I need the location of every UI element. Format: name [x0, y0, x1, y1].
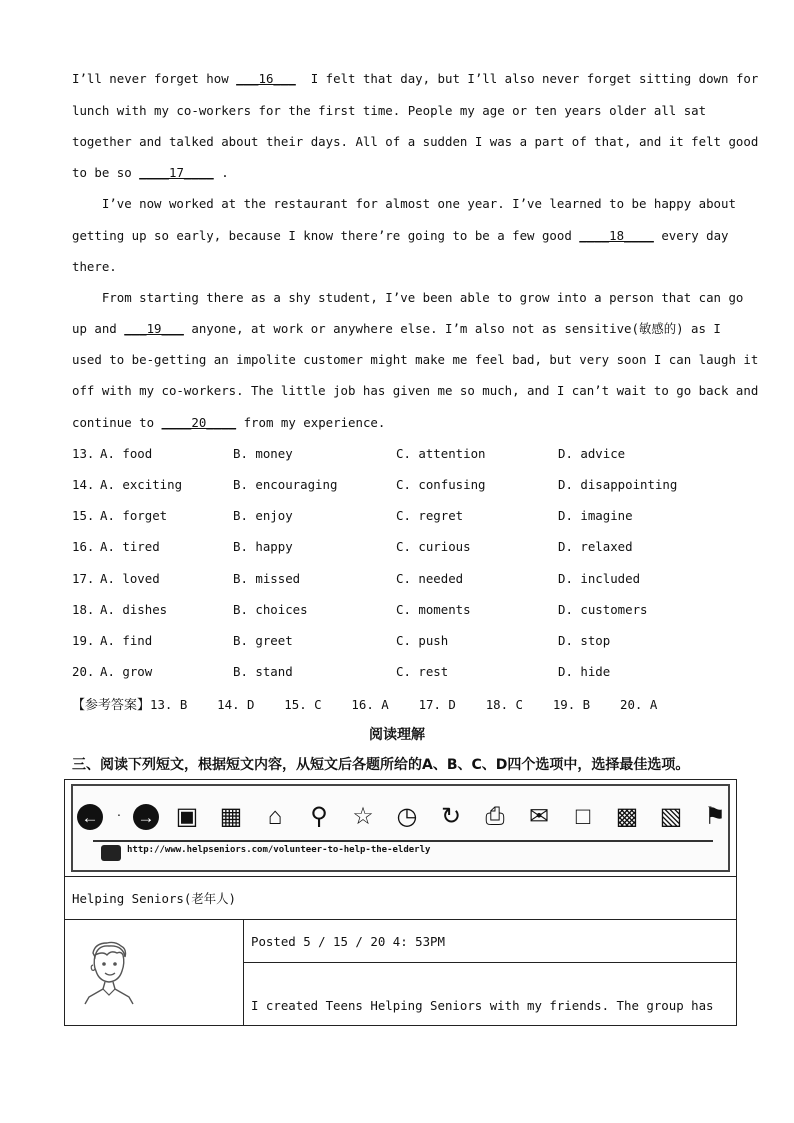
blank-17: ____17____: [139, 165, 214, 180]
passage-text: getting up so early, because I know there’re going to be a few good: [72, 228, 580, 243]
question-18-options: [72, 602, 732, 622]
option-c: C. attention: [396, 446, 486, 461]
question-number: 13.: [72, 446, 95, 461]
search-icon: ⚲: [310, 804, 328, 830]
passage-line: together and talked about their days. All of a sudden I was a part of that, and it felt good: [72, 134, 759, 149]
passage-line: used to be-getting an impolite customer might make me feel bad, but very soon I can laugh it: [72, 352, 759, 367]
passage-line: there.: [72, 259, 117, 274]
passage-line: [72, 319, 721, 337]
question-number: 18.: [72, 602, 95, 617]
post-text: I created Teens Helping Seniors with my friends. The group has: [251, 998, 714, 1013]
blank-16: ___16___: [236, 71, 296, 86]
post-body-cell: [244, 963, 737, 1026]
page-favicon-icon: [101, 845, 121, 861]
forward-icon: →: [133, 804, 159, 830]
option-d: D. relaxed: [558, 539, 633, 554]
question-number: 14.: [72, 477, 95, 492]
option-d: D. hide: [558, 664, 611, 679]
option-c: C. regret: [396, 508, 464, 523]
question-20-options: [72, 664, 732, 684]
passage-text: I felt that day, but I’ll also never forget sitting down for: [295, 71, 759, 86]
question-number: 16.: [72, 539, 95, 554]
passage-text: up and: [72, 321, 125, 336]
option-b: B. enjoy: [233, 508, 293, 523]
window-icon: □: [575, 804, 591, 830]
back-icon: ←: [77, 804, 103, 830]
option-d: D. customers: [558, 602, 648, 617]
passage-text: I’ll never forget how: [72, 71, 237, 86]
passage-text: every day: [653, 228, 729, 243]
option-d: D. disappointing: [558, 477, 678, 492]
section-title: 阅读理解: [369, 727, 425, 743]
option-c: C. needed: [396, 571, 464, 586]
question-19-options: [72, 633, 732, 653]
option-c: C. rest: [396, 664, 449, 679]
option-a: A. grow: [100, 664, 153, 679]
blank-18: ____18____: [579, 228, 654, 243]
question-13-options: [72, 446, 732, 466]
question-number: 17.: [72, 571, 95, 586]
option-d: D. stop: [558, 633, 611, 648]
passage-text: to be so: [72, 165, 140, 180]
separator-dot: ·: [116, 809, 122, 824]
question-number: 15.: [72, 508, 95, 523]
question-16-options: [72, 539, 732, 559]
passage-line: I’ve now worked at the restaurant for almost one year. I’ve learned to be happy about: [72, 196, 736, 211]
question-17-options: [72, 571, 732, 591]
question-number: 20.: [72, 664, 95, 679]
option-b: B. choices: [233, 602, 308, 617]
history-icon: ◷: [396, 804, 418, 830]
webpage-title: Helping Seniors(老年人): [72, 891, 236, 906]
webpage-title-cell: [65, 877, 737, 920]
instruction: 三、阅读下列短文，根据短文内容，从短文后各题所给的A、B、C、D四个选项中，选择最佳选项。: [72, 757, 690, 773]
option-c: C. curious: [396, 539, 471, 554]
passage-text: .: [213, 165, 229, 180]
passage-text: from my experience.: [236, 415, 386, 430]
option-c: C. moments: [396, 602, 471, 617]
option-c: C. confusing: [396, 477, 486, 492]
mail-icon: ✉: [528, 804, 550, 830]
option-d: D. imagine: [558, 508, 633, 523]
passage-line: lunch with my co-workers for the first time. People my age or ten years older all sat: [72, 103, 707, 118]
browser-toolbar: [71, 784, 730, 872]
option-a: A. dishes: [100, 602, 168, 617]
answer-key-label: 【参考答案】: [72, 698, 151, 713]
option-b: B. greet: [233, 633, 293, 648]
book-icon: ▧: [659, 804, 683, 830]
print-icon: ⎙: [485, 804, 505, 830]
posted-cell: [244, 920, 737, 963]
option-a: A. loved: [100, 571, 160, 586]
option-d: D. included: [558, 571, 641, 586]
passage-line: [72, 165, 229, 180]
passage-line: From starting there as a shy student, I’ve been able to grow into a person that can go: [72, 290, 744, 305]
option-d: D. advice: [558, 446, 626, 461]
answer-key-text: 13. B 14. D 15. C 16. A 17. D 18. C 19. B 20. A: [150, 697, 658, 712]
blank-19: ___19___: [124, 321, 184, 336]
option-b: B. missed: [233, 571, 301, 586]
option-b: B. stand: [233, 664, 293, 679]
option-c: C. push: [396, 633, 449, 648]
option-b: B. money: [233, 446, 293, 461]
blank-20: ____20____: [161, 415, 237, 430]
question-15-options: [72, 508, 732, 528]
webpage-table: [64, 779, 737, 1026]
option-a: A. tired: [100, 539, 160, 554]
toolbar-icons: [77, 800, 743, 834]
address-bar: [93, 840, 713, 864]
home-icon: ⌂: [267, 804, 283, 830]
option-a: A. exciting: [100, 477, 183, 492]
answer-key: [72, 694, 657, 713]
passage-line: [72, 415, 385, 430]
bookmark-icon: ⚑: [704, 804, 726, 830]
option-b: B. happy: [233, 539, 293, 554]
question-number: 19.: [72, 633, 95, 648]
refresh-icon: ↻: [440, 804, 462, 830]
favorite-icon: ☆: [352, 804, 374, 830]
option-a: A. find: [100, 633, 153, 648]
passage-line: off with my co-workers. The little job has given me so much, and I can’t wait to go back and: [72, 383, 759, 398]
passage-line: [72, 228, 729, 243]
passage-line: [72, 71, 758, 86]
passage-text: anyone, at work or anywhere else. I’m also not as sensitive(敏感的) as I: [183, 321, 721, 336]
question-14-options: [72, 477, 732, 497]
address-url: http://www.helpseniors.com/volunteer-to-help-the-elderly: [127, 845, 431, 855]
browser-screenshot-cell: [65, 780, 737, 877]
boy-avatar-icon: [79, 941, 139, 1005]
edit-icon: ▦: [219, 804, 243, 830]
folder-icon: ▩: [615, 804, 639, 830]
page-icon: ▣: [175, 804, 199, 830]
avatar-cell: [65, 920, 244, 1026]
option-a: A. forget: [100, 508, 168, 523]
option-a: A. food: [100, 446, 153, 461]
passage-text: continue to: [72, 415, 162, 430]
option-b: B. encouraging: [233, 477, 338, 492]
post-timestamp: Posted 5 / 15 / 20 4: 53PM: [251, 933, 445, 949]
